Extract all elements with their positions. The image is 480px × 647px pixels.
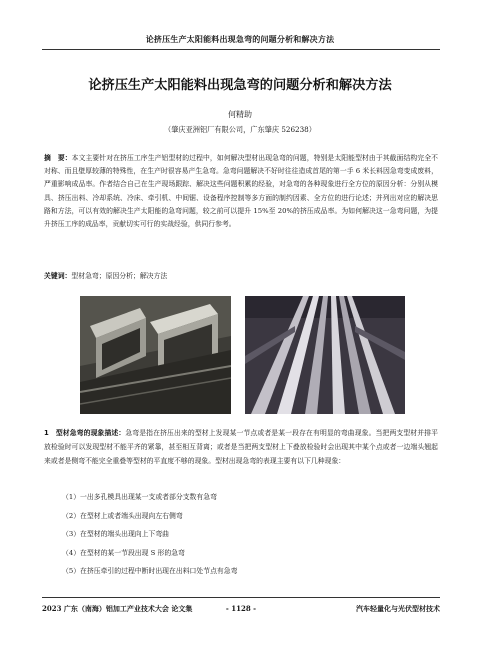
- solar-profiles-illustration: [245, 296, 405, 414]
- phenomena-list: [62, 488, 432, 581]
- section-1-title: 1 型材急弯的现象描述：: [44, 429, 126, 437]
- profile-ends-illustration: [80, 296, 231, 414]
- section-1-text: 急弯是指在挤压出来的型材上发现某一节点或者是某一段存在有明显的弯曲现象。当把两支型材并排平放检验时可以发现型材不能平齐的紧靠，甚至相互背离；或者是当把两支型材上下叠放检验时会出现其中某个点或者一边端头翘起来或者是侧弯不能完全重叠等型材的平直度不够的现象。型材出现急弯的表现主要有以下几种现象：: [44, 429, 438, 466]
- abstract: [44, 152, 438, 231]
- keywords: [44, 270, 438, 283]
- list-item: （2）在型材上或者端头出现向左右侧弯: [62, 511, 183, 520]
- header-divider: [42, 49, 440, 50]
- section-1: [44, 426, 438, 468]
- keywords-text: 型材急弯；原因分析；解决方法: [71, 272, 168, 280]
- solar-profiles-photo: [245, 296, 405, 414]
- abstract-label: 摘 要：: [44, 154, 72, 162]
- footer-divider: [42, 597, 440, 598]
- running-head: 论挤压生产太阳能料出现急弯的问题分析和解决方法: [145, 34, 335, 44]
- affiliation: （肇庆亚洲铝厂有限公司，广东肇庆 526238）: [164, 125, 316, 134]
- footer-section: 汽车轻量化与光伏型材技术: [356, 604, 440, 613]
- list-item: （4）在型材的某一节段出现 S 形的急弯: [62, 548, 185, 557]
- abstract-text: 本文主要针对在挤压工序生产铝型材的过程中，如何解决型材出现急弯的问题，特别是太阳能型材由于其截面结构完全不对称、而且壁厚较薄的特殊性，在生产时很容易产生急弯。急弯问题解决不好时往往造成首尾的第一手 6 米长料因急弯变成废料，严重影响成品率。作者结合自己在生产现场跟踪、解决这些问题积累的经验，对急弯的各种现象进行全方位的原因分析：分别从模具、挤压出料、冷却系统、冷床、牵引机、中间锯、设备程序控制等多方面的制约因素、全方位的进行论述；并列出对应的解决思路和方法，可以有效的解决生产太阳能的急弯问题，较之前可以提升 15%至 20%的挤压成品率。为如何解决这一急弯问题，为提升挤压工序的成品率，贡献切实可行的实战经验，供同行参考。: [44, 154, 438, 229]
- keywords-label: 关键词：: [44, 272, 72, 280]
- paper-title: 论挤压生产太阳能料出现急弯的问题分析和解决方法: [88, 78, 392, 93]
- profile-ends-photo: [80, 296, 231, 414]
- list-item: （3）在型材的端头出现向上下弯曲: [62, 530, 170, 539]
- author: 何精助: [228, 110, 252, 119]
- list-item: （1）一出多孔模具出现某一支或者部分支数有急弯: [62, 493, 217, 501]
- list-item: （5）在挤压牵引的过程中断时出现在出料口处节点有急弯: [62, 567, 238, 576]
- page-number: - 1128 -: [225, 604, 257, 613]
- footer-proceedings: 2023 广东（南海）铝加工产业技术大会 论文集: [42, 604, 193, 613]
- page-footer: [42, 604, 440, 616]
